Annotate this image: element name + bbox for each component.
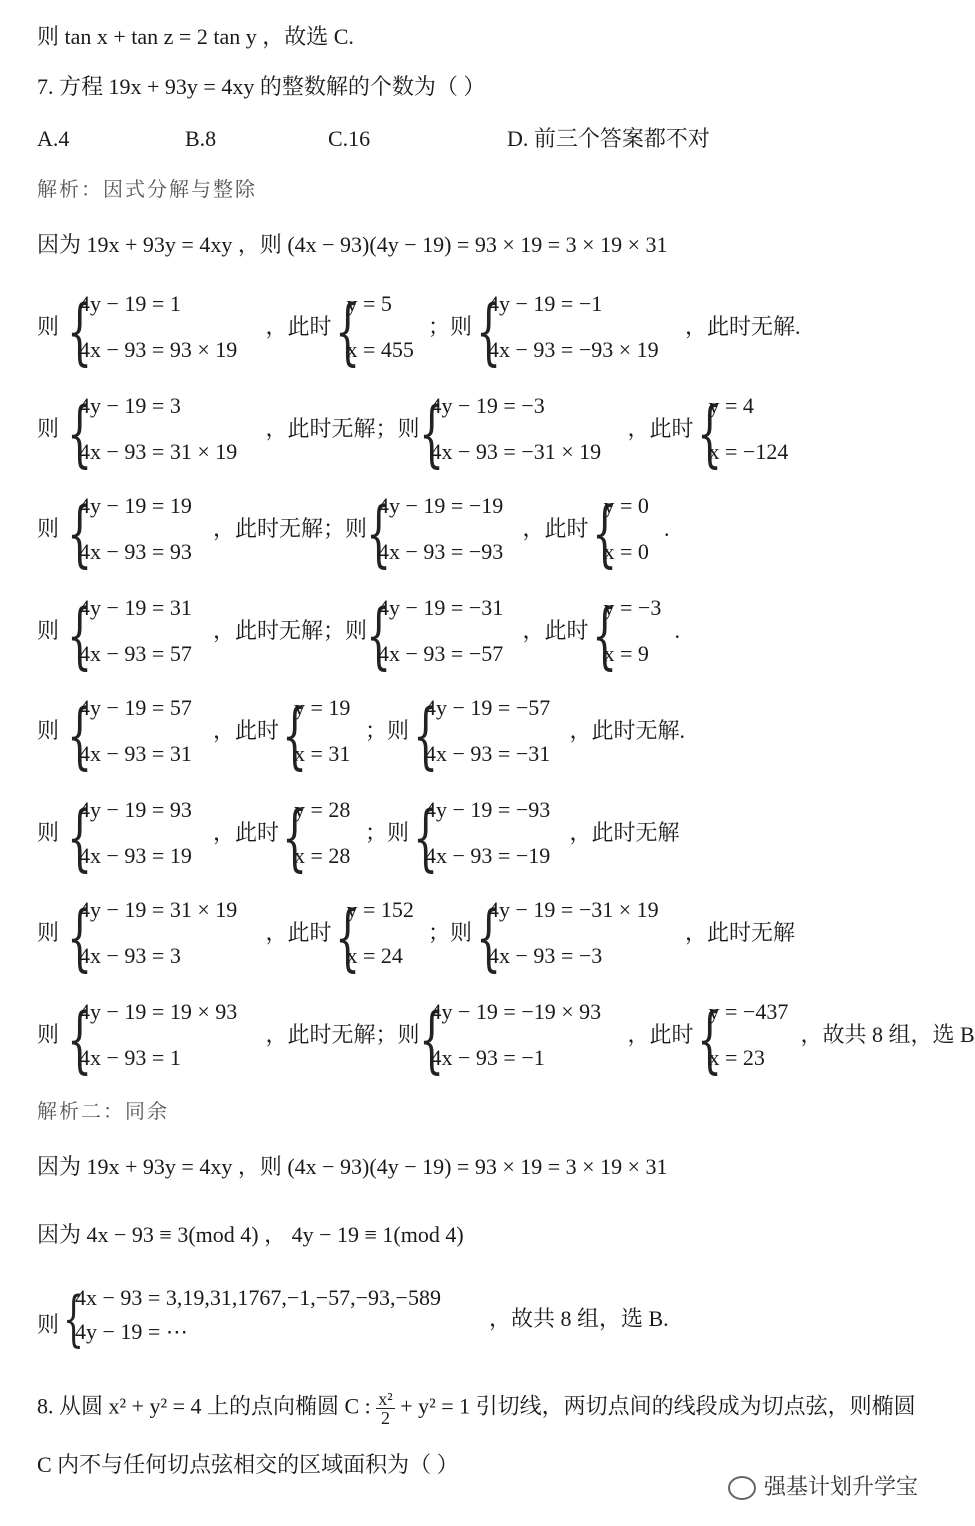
mid-text-2: ，此时 [522,618,589,643]
equation-row: 4x − 93 = −57 [378,641,504,666]
equation-row: 4x − 93 = −19 [425,843,551,868]
mid-text-1: ，此时无解；则 [213,618,368,643]
system-tail: ，故共 8 组，选 B. [489,1306,669,1331]
equation-row: y = −437 [708,999,789,1024]
equation-row: 4x − 93 = −3 [488,943,603,968]
case-row [37,594,917,676]
option-d: D. 前三个答案都不对 [507,126,710,151]
equation-row: 4y − 19 = −3 [430,393,545,418]
option-c: C.16 [328,126,371,151]
mid-text-2: ；则 [365,718,410,743]
left-brace: { [67,997,93,1081]
case-row [37,492,917,574]
q8-text-a: 8. 从圆 x² + y² = 4 上的点向椭圆 C : [37,1393,371,1419]
equation-row: 4y − 19 = 31 × 19 [79,897,238,922]
left-brace: { [67,593,93,677]
left-brace: { [696,997,722,1081]
equation-row: 4y − 19 = 1 [79,291,181,316]
ze-label: 则 [37,314,60,339]
left-brace: { [591,491,617,575]
left-brace: { [67,289,93,373]
watermark [728,1470,918,1501]
question-8-line-2: C 内不与任何切点弦相交的区域面积为（ ） [37,1452,459,1477]
solution-2-mod: 因为 4x − 93 ≡ 3(mod 4) ， 4y − 19 ≡ 1(mod 4) [37,1222,464,1247]
equation-row: 4x − 93 = 93 [79,539,192,564]
equation-row: x = 0 [603,539,649,564]
equation-row: x = 31 [294,741,351,766]
equation-row: 4x − 93 = 31 [79,741,192,766]
equation-row: 4y − 19 = 31 [79,595,192,620]
solution-2-system [37,1284,737,1370]
equation-row: 4x − 93 = 93 × 19 [79,337,238,362]
equation-row: 4x − 93 = −1 [430,1045,545,1070]
case-row [37,694,917,776]
ze-label: 则 [37,1022,60,1047]
ze-label: 则 [37,920,60,945]
case-row [37,796,917,878]
end-text: ，故共 8 组，选 B [800,1022,975,1047]
fraction-denominator: 2 [381,1408,390,1428]
equation-row: 4y − 19 = −31 × 19 [488,897,659,922]
left-brace: { [366,593,392,677]
end-text: ，此时无解 [569,820,680,845]
q8-text-b: + y² = 1 引切线，两切点间的线段成为切点弦，则椭圆 [400,1393,916,1419]
equation-row: 4y − 19 = −1 [488,291,603,316]
left-brace: { [67,391,93,475]
equation-row: 4y − 19 = −93 [425,797,551,822]
option-a: A.4 [37,126,70,151]
ze-label: 则 [37,1312,60,1337]
equation-row: 4x − 93 = 1 [79,1045,181,1070]
equation-row: x = 28 [294,843,351,868]
left-brace: { [413,795,439,879]
fraction [376,1390,394,1427]
mid-text-2: ，此时 [627,416,694,441]
mid-text-1: ，此时无解；则 [265,416,420,441]
case-row [37,896,917,978]
equation-row: 4y − 19 = 19 × 93 [79,999,238,1024]
ze-label: 则 [37,516,60,541]
wechat-icon [728,1476,756,1500]
equation-row: 4x − 93 = −93 × 19 [488,337,659,362]
watermark-text: 强基计划升学宝 [764,1475,919,1500]
left-brace: { [67,491,93,575]
equation-row: 4y − 19 = 93 [79,797,192,822]
ze-label: 则 [37,618,60,643]
equation-row: 4y − 19 = −57 [425,695,551,720]
end-text: . [664,516,670,541]
question-8-line-1 [37,1390,916,1427]
ze-label: 则 [37,416,60,441]
left-brace: { [366,491,392,575]
case-row [37,392,917,474]
mid-text-2: ；则 [428,314,473,339]
mid-text-2: ，此时 [522,516,589,541]
option-b: B.8 [185,126,217,151]
solution-2-heading: 解析二：同余 [37,1099,169,1123]
solution-1-intro: 因为 19x + 93y = 4xy ，则 (4x − 93)(4y − 19) = 93 × 19 = 3 × 19 × 31 [37,232,668,257]
equation-row: 4x − 93 = −31 [425,741,551,766]
mid-text-2: ；则 [428,920,473,945]
equation-row: y = 5 [346,291,392,316]
solution-1-heading: 解析：因式分解与整除 [37,177,257,201]
system-row-1: 4x − 93 = 3,19,31,1767,−1,−57,−93,−589 [75,1285,441,1310]
left-brace: { [696,391,722,475]
left-brace: { [413,693,439,777]
mid-text-1: ，此时 [265,920,332,945]
left-brace: { [476,895,502,979]
mid-text-1: ，此时无解；则 [265,1022,420,1047]
end-text: ，此时无解 [685,920,796,945]
equation-row: 4y − 19 = −19 × 93 [430,999,602,1024]
equation-row: x = 455 [346,337,414,362]
case-row [37,997,975,1081]
mid-text-2: ，此时 [627,1022,694,1047]
ze-label: 则 [37,718,60,743]
equation-row: 4y − 19 = 19 [79,493,192,518]
left-brace: { [63,1284,85,1354]
equation-row: y = 152 [346,897,414,922]
left-brace: { [282,693,308,777]
system-row-2: 4y − 19 = ⋯ [75,1319,188,1344]
equation-row: x = 9 [603,641,649,666]
left-brace: { [591,593,617,677]
equation-row: x = 24 [346,943,403,968]
equation-row: y = 28 [294,797,351,822]
question-7-stem: 7. 方程 19x + 93y = 4xy 的整数解的个数为（ ） [37,74,486,99]
equation-row: 4y − 19 = 3 [79,393,181,418]
equation-row: 4y − 19 = −19 [378,493,504,518]
left-brace: { [476,289,502,373]
left-brace: { [67,795,93,879]
left-brace: { [334,289,360,373]
equation-row: y = 0 [603,493,649,518]
case-row [37,290,917,372]
equation-row: 4y − 19 = 57 [79,695,192,720]
equation-row: 4x − 93 = 31 × 19 [79,439,238,464]
equation-row: 4x − 93 = 3 [79,943,181,968]
equation-row: x = −124 [708,439,789,464]
end-text: ，此时无解. [569,718,686,743]
left-brace: { [67,895,93,979]
ze-label: 则 [37,820,60,845]
equation-row: y = −3 [603,595,662,620]
end-text: . [674,618,680,643]
equation-row: 4x − 93 = 57 [79,641,192,666]
mid-text-1: ，此时 [213,820,280,845]
left-brace: { [334,895,360,979]
equation-row: 4y − 19 = −31 [378,595,504,620]
answer-line: 则 tan x + tan z = 2 tan y ，故选 C. [37,24,354,49]
equation-row: 4x − 93 = −93 [378,539,504,564]
equation-row: y = 4 [708,393,754,418]
left-brace: { [418,997,444,1081]
mid-text-2: ；则 [365,820,410,845]
solution-2-intro: 因为 19x + 93y = 4xy ，则 (4x − 93)(4y − 19) = 93 × 19 = 3 × 19 × 31 [37,1154,668,1179]
mid-text-1: ，此时 [213,718,280,743]
left-brace: { [67,693,93,777]
fraction-numerator: x² [378,1389,393,1409]
equation-row: x = 23 [708,1045,765,1070]
equation-row: 4x − 93 = −31 × 19 [430,439,602,464]
mid-text-1: ，此时无解；则 [213,516,368,541]
end-text: ，此时无解. [685,314,801,339]
equation-row: 4x − 93 = 19 [79,843,192,868]
mid-text-1: ，此时 [265,314,332,339]
equation-row: y = 19 [294,695,351,720]
left-brace: { [282,795,308,879]
left-brace: { [418,391,444,475]
